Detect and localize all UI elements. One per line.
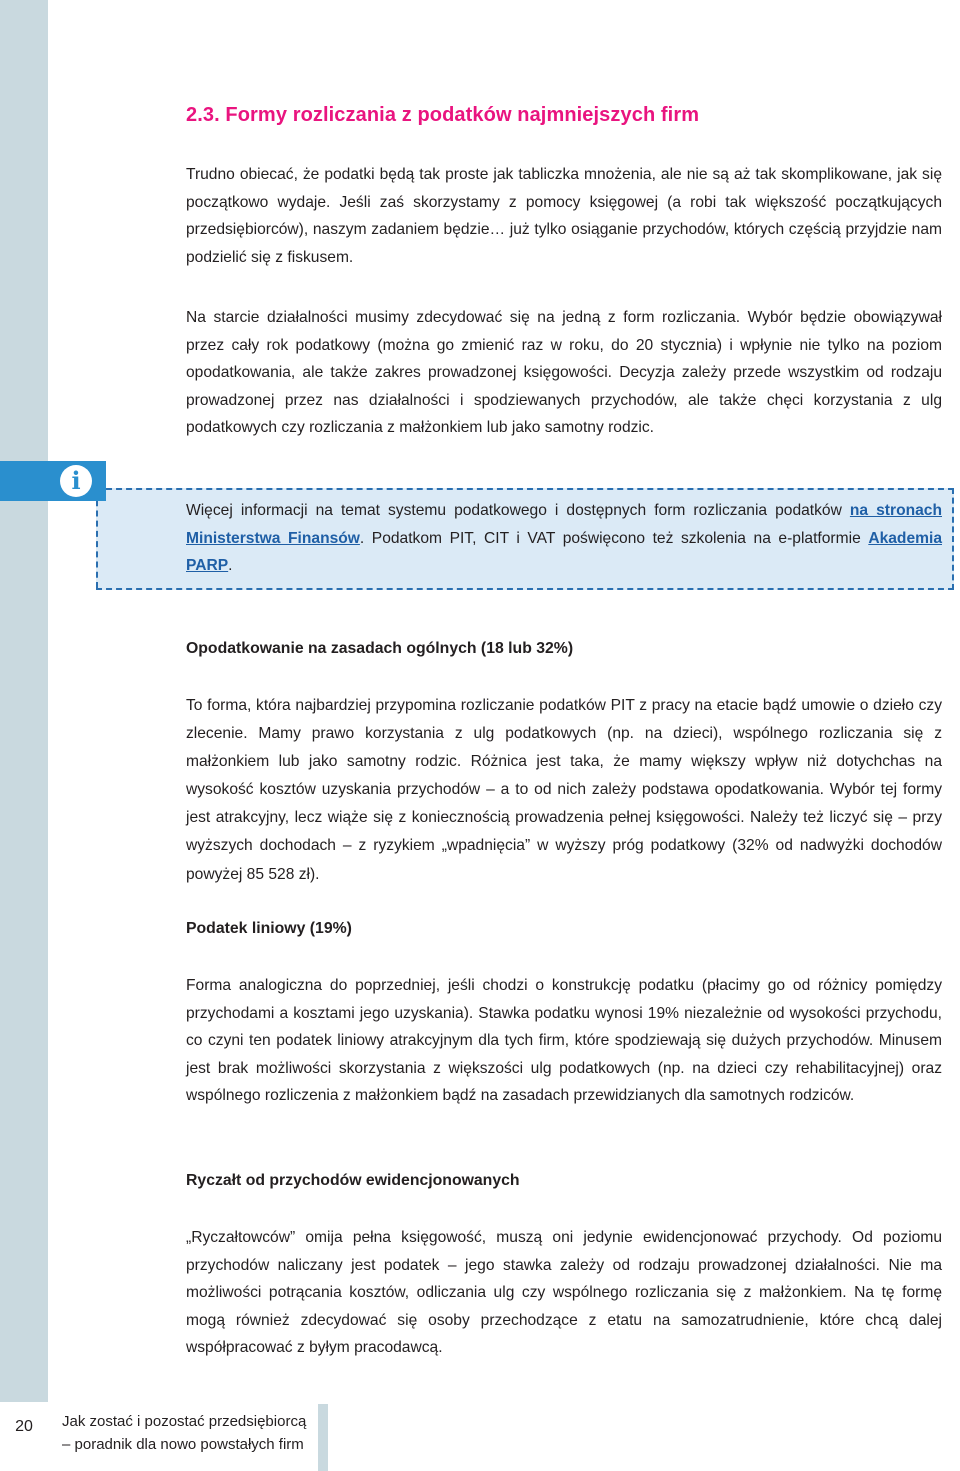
- footer-page-box: [0, 1402, 48, 1471]
- info-text-after: .: [228, 557, 233, 575]
- subhead-general-rules: Opodatkowanie na zasadach ogólnych (18 lub 32%): [186, 640, 574, 657]
- info-text-middle: . Podatkom PIT, CIT i VAT poświęcono też szkolenia na e-platformie: [359, 529, 869, 547]
- intro-paragraph: Trudno obiecać, że podatki będą tak proste jak tabliczka mnożenia, ale nie są aż tak skomplikowane, jak się początkowo wydaje. Jeśli zaś skorzystamy z pomocy księgowej (a robi tak większość początkujących przedsiębiorców), naszym zadaniem będzie… już tylko osiąganie przychodów, których częścią przyjdzie nam podzielić się z fiskusem.: [186, 166, 942, 266]
- footer-title: [62, 1410, 306, 1456]
- paragraph-forms: Na starcie działalności musimy zdecydować się na jedną z form rozliczania. Wybór będzie obowiązywał przez cały rok podatkowy (można go zmienić raz w roku, do 20 stycznia) i wpłynie nie tylko na poziom opodatkowania, ale także zakres prowadzonej księgowości. Decyzja zależy przede wszystkim od rodzaju prowadzonej przez nas działalności i spodziewanych przychodów, ale także chęci korzystania z ulg podatkowych czy rozliczania z małżonkiem lub jako samotny rodzic.: [186, 309, 942, 437]
- link-akademia-parp[interactable]: Akademia PARP: [186, 529, 942, 575]
- info-text-before: Więcej informacji na temat systemu podatkowego i dostępnych form rozliczania podatków: [186, 502, 850, 519]
- subhead-linear-tax: Podatek liniowy (19%): [186, 920, 352, 937]
- paragraph-linear-tax: Forma analogiczna do poprzedniej, jeśli chodzi o konstrukcję podatku (płacimy go od różnicy pomiędzy przychodami a kosztami jego uzyskania). Stawka podatku wynosi 19% niezależnie od wysokości przychodu, co czyni ten podatek liniowy atrakcyjnym dla tych firm, które spodziewają się dużych przychodów. Minusem jest brak możliwości skorzystania z większości ulg podatkowych (np. na dzieci czy rehabilitacyjnej) oraz wspólnego rozliczenia z małżonkiem bądź na zasadach przewidzianych dla samotnych rodziców.: [186, 977, 942, 1105]
- section-title: 2.3. Formy rozliczania z podatków najmniejszych firm: [186, 104, 700, 126]
- link-ministry-finance[interactable]: na stronach Ministerstwa Finansów: [186, 502, 942, 547]
- subhead-lump-sum: Ryczałt od przychodów ewidencjonowanych: [186, 1172, 520, 1189]
- footer-bar: [318, 1404, 328, 1471]
- footer-line-2: – poradnik dla nowo powstałych firm: [62, 1436, 304, 1453]
- page-number: 20: [15, 1418, 33, 1435]
- paragraph-general-rules: To forma, która najbardziej przypomina rozliczanie podatków PIT z pracy na etacie bądź umowie o dzieło czy zlecenie. Mamy prawo korzystania z ulg podatkowych (np. na dzieci), wspólnego rozliczania się z małżonkiem lub jako samotny rodzic. Różnica jest taka, że mamy większy wpływ niż dotychchas na wysokość kosztów uzyskania przychodów – a to od nich zależy podstawa opodatkowania. Wybór tej formy jest atrakcyjny, lecz wiąże się z koniecznością prowadzenia pełnej księgowości. Należy też liczyć się – przy wyższych dochodach – z ryzykiem „wpadnięcia” w wyższy próg podatkowy (32% od nadwyżki dochodów powyżej 85 528 zł).: [186, 697, 942, 883]
- side-bar: [0, 0, 48, 1471]
- info-icon: i: [60, 465, 92, 497]
- paragraph-lump-sum: „Ryczałtowców” omija pełna księgowość, muszą oni jedynie ewidencjonować przychody. Od poziomu przychodów naliczany jest podatek – jego stawka zależy od rodzaju prowadzonej działalności. Nie ma możliwości potrącania kosztów, odliczania ulg czy wspólnego rozliczania się z małżonkiem. Na tę formę mogą również zdecydować się osoby przechodzące z etatu na samozatrudnienie, które chcą dalej współpracować z byłym pracodawcą.: [186, 1229, 942, 1357]
- footer-line-1: Jak zostać i pozostać przedsiębiorcą: [62, 1413, 307, 1430]
- info-text: [186, 497, 942, 580]
